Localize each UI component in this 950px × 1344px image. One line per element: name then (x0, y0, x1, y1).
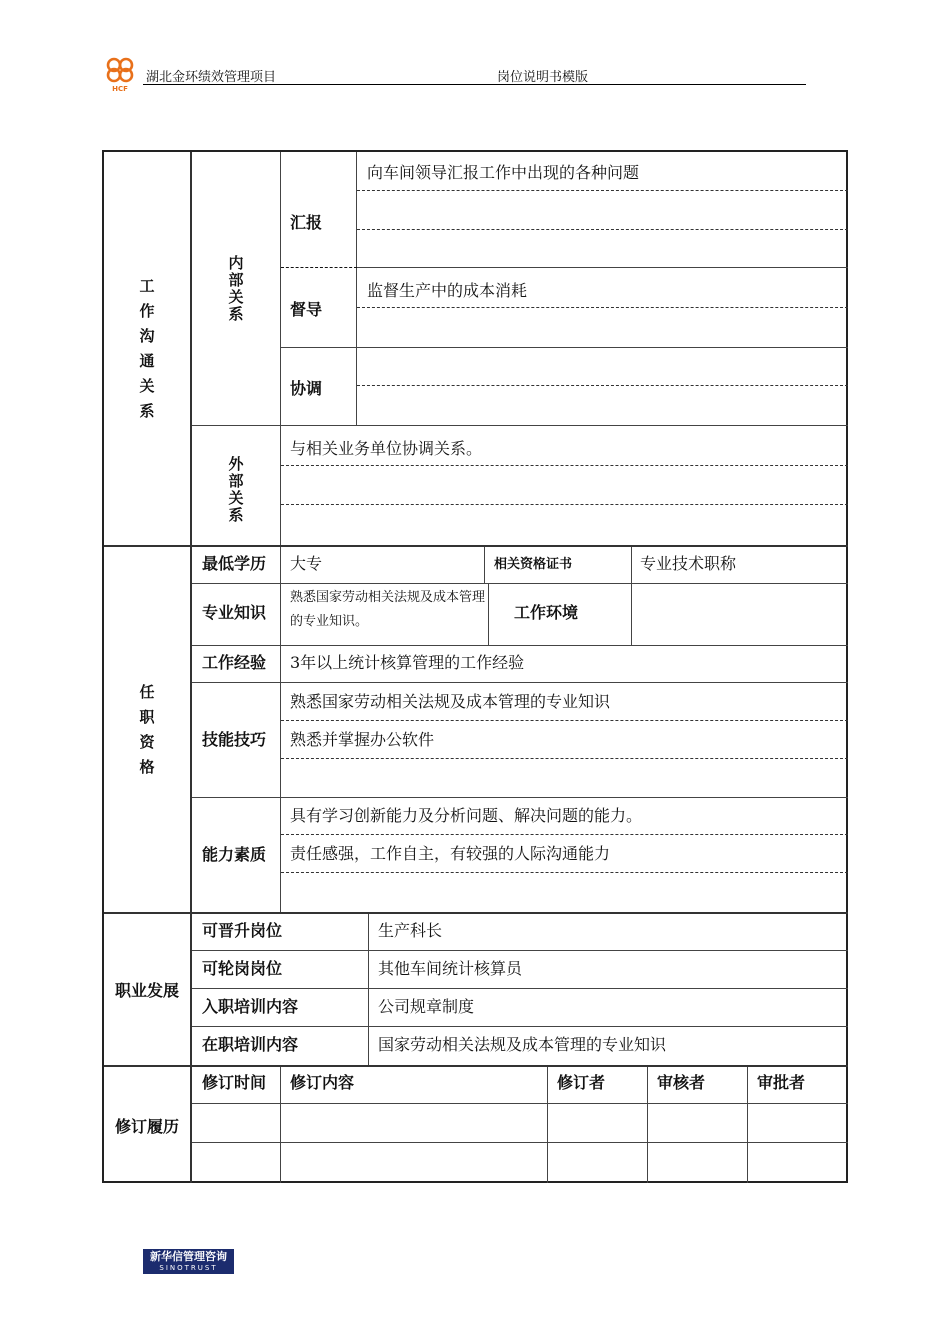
revision-col-approver: 审批者 (757, 1073, 806, 1092)
section-communication: 工作沟通关系 (139, 276, 155, 420)
section-divider (104, 1065, 848, 1067)
section-divider (104, 912, 848, 914)
job-description-form (102, 150, 848, 1183)
onjob-value: 国家劳动相关法规及成本管理的专业知识 (378, 1035, 667, 1054)
blank-line (281, 504, 848, 505)
row-divider (281, 267, 357, 268)
row-divider (192, 645, 848, 646)
blank-line (357, 307, 848, 308)
section-career: 职业发展 (114, 981, 179, 1000)
footer-logo (143, 1249, 234, 1274)
ability-item: 具有学习创新能力及分析问题、解决问题的能力。 (290, 806, 643, 825)
education-value: 大专 (290, 554, 323, 573)
divider (631, 583, 632, 645)
logo-text: HCF (112, 85, 128, 93)
supervise-text: 监督生产中的成本消耗 (367, 281, 528, 300)
divider (547, 1067, 548, 1183)
section-divider (104, 545, 848, 547)
onboard-value: 公司规章制度 (378, 997, 475, 1016)
promote-value: 生产科长 (378, 921, 443, 940)
company-logo (100, 54, 140, 94)
row-divider (192, 425, 848, 426)
project-title: 湖北金环绩效管理项目 (146, 70, 277, 85)
header-rule (143, 84, 806, 85)
divider (488, 583, 489, 645)
knowledge-value: 熟悉国家劳动相关法规及成本管理的专业知识。 (290, 590, 486, 629)
row-divider (192, 797, 848, 798)
row-divider (192, 1103, 848, 1104)
divider (280, 1067, 281, 1183)
footer-logo-cn: 新华信管理咨询 (150, 1250, 227, 1263)
divider (747, 1067, 748, 1183)
document-type: 岗位说明书模版 (497, 70, 589, 85)
revision-col-reviewer: 审核者 (657, 1073, 706, 1092)
blank-line (281, 758, 848, 759)
row-divider (192, 682, 848, 683)
external-text: 与相关业务单位协调关系。 (290, 439, 483, 458)
revision-col-content: 修订内容 (290, 1073, 355, 1092)
blank-line (357, 229, 848, 230)
cert-value: 专业技术职称 (640, 554, 737, 573)
row-divider (281, 347, 848, 348)
report-text: 向车间领导汇报工作中出现的各种问题 (367, 163, 640, 182)
blank-line (357, 190, 848, 191)
row-divider (192, 1026, 848, 1027)
divider (484, 547, 485, 583)
skills-label: 技能技巧 (202, 730, 267, 749)
divider (280, 547, 281, 913)
blank-line (281, 834, 848, 835)
ability-label: 能力素质 (202, 845, 267, 864)
report-label: 汇报 (290, 213, 323, 232)
education-label: 最低学历 (202, 554, 267, 573)
skill-item: 熟悉并掌握办公软件 (290, 730, 435, 749)
ability-item: 责任感强，工作自主，有较强的人际沟通能力 (290, 844, 611, 863)
external-relations-label: 外部关系 (228, 454, 244, 524)
onjob-label: 在职培训内容 (202, 1035, 299, 1054)
blank-line (281, 720, 848, 721)
divider (631, 547, 632, 583)
knowledge-label: 专业知识 (202, 603, 267, 622)
section-revision: 修订履历 (114, 1116, 179, 1136)
row-divider (192, 583, 848, 584)
blank-line (281, 465, 848, 466)
cert-label: 相关资格证书 (494, 557, 573, 572)
experience-value: 3年以上统计核算管理的工作经验 (290, 653, 525, 672)
revision-col-reviser: 修订者 (557, 1073, 606, 1092)
footer-logo-en: SINOTRUST (159, 1264, 218, 1272)
row-divider (192, 950, 848, 951)
supervise-label: 督导 (290, 300, 323, 319)
blank-line (281, 872, 848, 873)
revision-col-time: 修订时间 (202, 1073, 267, 1092)
coordinate-label: 协调 (290, 379, 323, 398)
onboard-label: 入职培训内容 (202, 997, 299, 1016)
blank-line (357, 385, 848, 386)
internal-relations-label: 内部关系 (228, 253, 244, 323)
experience-label: 工作经验 (202, 653, 267, 672)
promote-label: 可晋升岗位 (202, 921, 283, 940)
row-divider (192, 1142, 848, 1143)
rotate-label: 可轮岗岗位 (202, 959, 283, 978)
divider (368, 914, 369, 1065)
row-divider (192, 988, 848, 989)
section-qualification: 任职资格 (139, 683, 155, 776)
row-divider (357, 267, 848, 268)
divider (280, 152, 281, 545)
skill-item: 熟悉国家劳动相关法规及成本管理的专业知识 (290, 692, 611, 711)
env-label: 工作环境 (514, 603, 579, 622)
divider (647, 1067, 648, 1183)
rotate-value: 其他车间统计核算员 (378, 959, 523, 978)
